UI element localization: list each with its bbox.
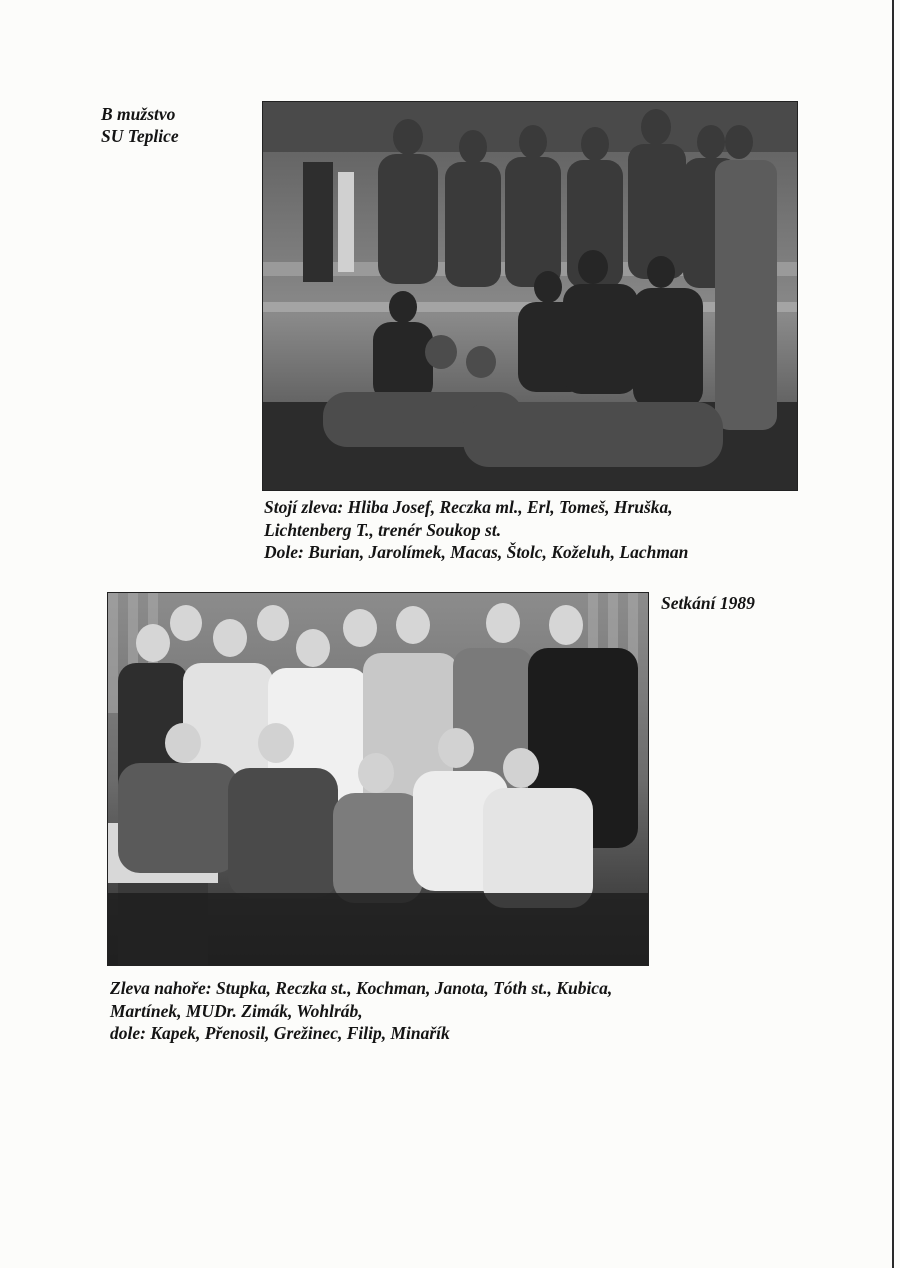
meeting-label: Setkání 1989 (661, 593, 755, 613)
page-edge (892, 0, 894, 1268)
team-label (101, 103, 179, 147)
meeting-photo-caption (110, 977, 612, 1045)
team-photo-caption (264, 496, 688, 564)
meeting-photo-caption-line-3: dole: Kapek, Přenosil, Grežinec, Filip, Minařík (110, 1023, 450, 1043)
meeting-photo-caption-line-2: Martínek, MUDr. Zimák, Wohlráb, (110, 1000, 363, 1021)
team-label-line-2: SU Teplice (101, 126, 179, 146)
team-photo-caption-line-2: Lichtenberg T., trenér Soukop st. (264, 519, 502, 540)
meeting-photo (107, 592, 649, 966)
team-photo-caption-line-3: Dole: Burian, Jarolímek, Macas, Štolc, Koželuh, Lachman (264, 542, 689, 562)
meeting-photo-caption-line-1: Zleva nahoře: Stupka, Reczka st., Kochman, Janota, Tóth st., Kubica, (110, 978, 613, 998)
team-label-line-1: B mužstvo (101, 104, 176, 124)
team-photo (262, 101, 798, 491)
team-photo-caption-line-1: Stojí zleva: Hliba Josef, Reczka ml., Erl, Tomeš, Hruška, (264, 497, 673, 517)
